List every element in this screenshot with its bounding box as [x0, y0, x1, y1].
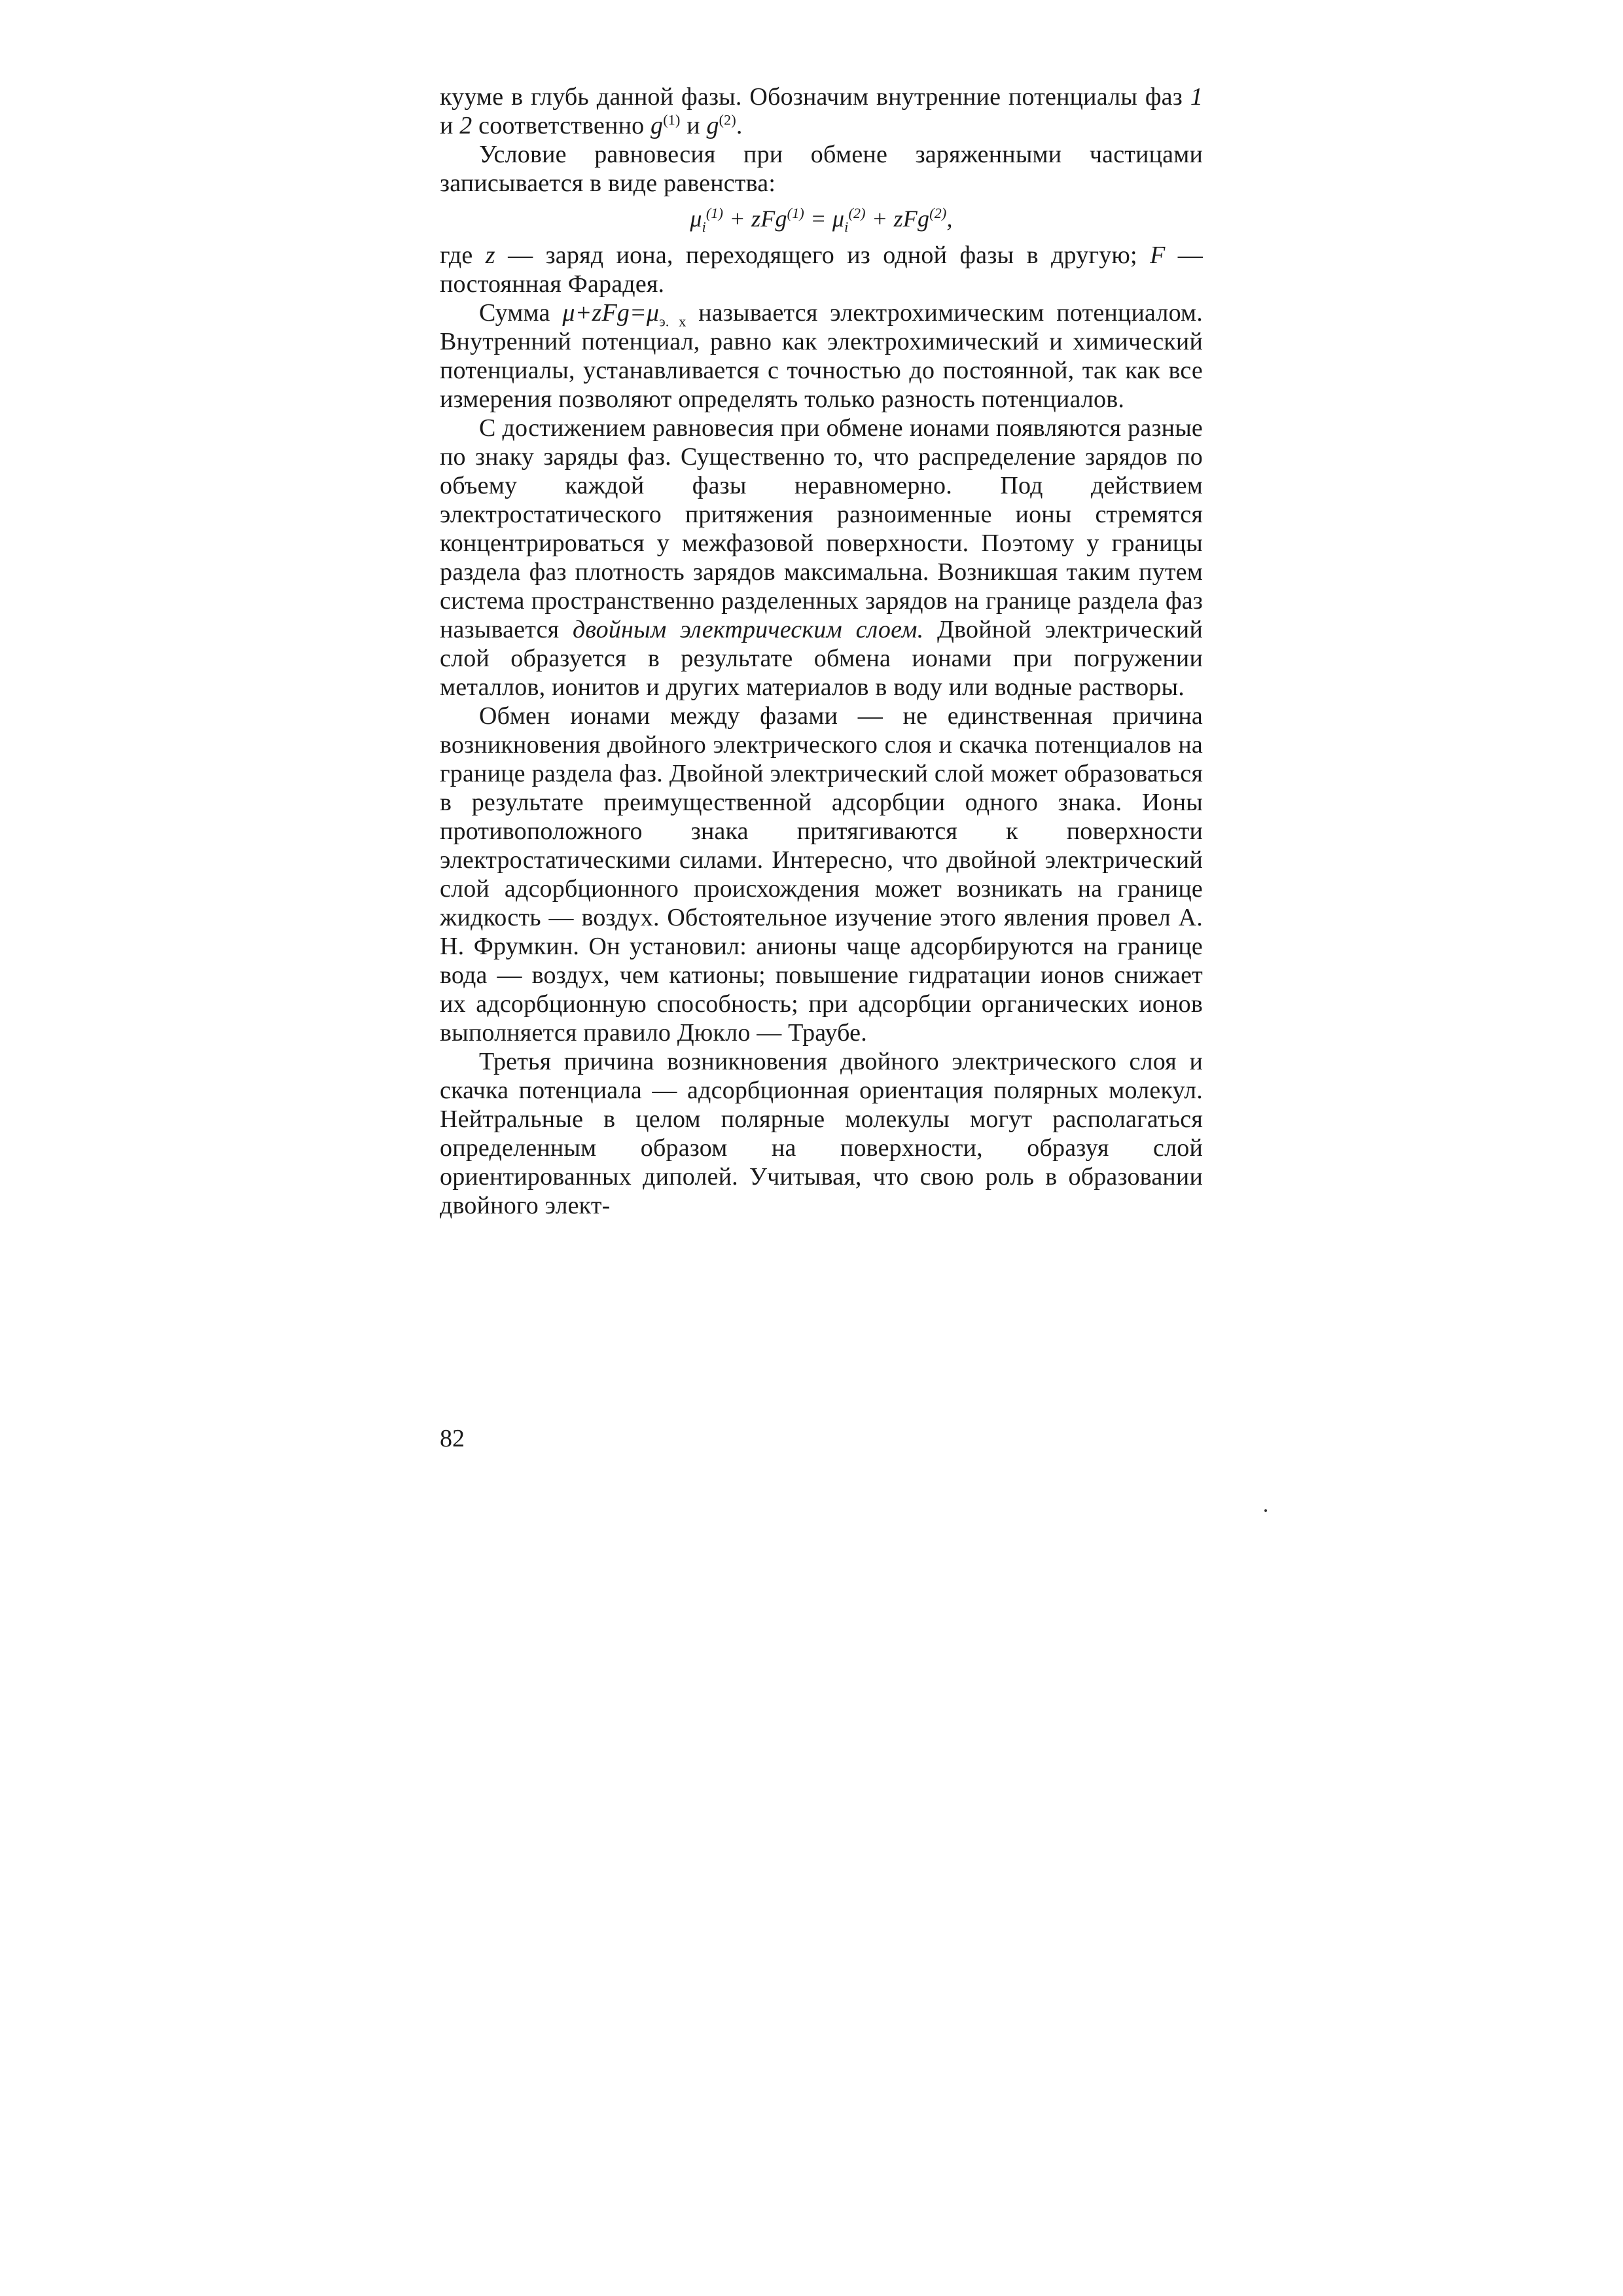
- paragraph-6: Обмен ионами между фазами — не единственная причина возникновения двойного электрического слоя и скачка потенциалов на границе раздела фаз. Двойной электрический слой может образоваться в результате преимущественной адсорбции одного знака. Ионы противоположного знака притягиваются к поверхности электростатическими силами. Интересно, что двойной электрический слой адсорбционного происхождения может возникать на границе жидкость — воздух. Обстоятельное изучение этого явления провел А. Н. Фрумкин. Он установил: анионы чаще адсорбируются на границе вода — воздух, чем катионы; повышение гидратации ионов снижает их адсорбционную способность; при адсорбции органических ионов выполняется правило Дюкло — Траубе.: [440, 702, 1203, 1047]
- text-run: кууме в глубь данной фазы. Обозначим внутренние потенциалы фаз: [440, 83, 1183, 111]
- text-column: [440, 82, 1203, 1220]
- term: + zF: [729, 206, 776, 232]
- subscript: i: [844, 219, 849, 236]
- symbol-F: F: [1150, 242, 1166, 269]
- term: + zF: [871, 206, 918, 232]
- page-number: 82: [440, 1425, 465, 1452]
- text-run: соответственно: [478, 112, 645, 139]
- text-run: и: [687, 112, 700, 139]
- text-run: называется электрохимическим потенциалом. Внутренний потенциал, равно как электрохимический и химический потенциалы, устанавливается с точностью до постоянной, так как все измерения позволяют определять только разность потенциалов.: [440, 299, 1203, 413]
- superscript: (1): [663, 111, 681, 128]
- superscript: (2): [848, 205, 866, 221]
- inline-formula: μ+zFg=μ: [562, 299, 660, 327]
- symbol-g: g: [918, 206, 930, 232]
- text-run: — постоянная Фарадея.: [440, 242, 1203, 298]
- equals-sign: =: [810, 206, 827, 232]
- symbol-g: g: [706, 112, 719, 139]
- superscript: (2): [929, 205, 947, 221]
- text-run: где: [440, 242, 473, 269]
- symbol-mu: μ: [832, 206, 845, 232]
- superscript: (1): [705, 205, 724, 221]
- paragraph-3: [440, 241, 1203, 298]
- paragraph-4: [440, 298, 1203, 414]
- symbol-g: g: [775, 206, 787, 232]
- text-run: Сумма: [479, 299, 550, 327]
- scan-speck: [1264, 1509, 1267, 1512]
- subscript: i: [702, 219, 706, 236]
- text-run: — заряд иона, переходящего из одной фазы в другую;: [508, 242, 1137, 269]
- phase-number: 1: [1190, 83, 1204, 111]
- superscript: (2): [719, 111, 736, 128]
- paragraph-5: [440, 414, 1203, 702]
- phase-number: 2: [459, 112, 473, 139]
- text-run: Двойной электрический слой образуется в результате обмена ионами при погружении металлов, ионитов и других материалов в воду или водные растворы.: [440, 616, 1204, 701]
- subscript: э. х: [659, 313, 687, 330]
- paragraph-7: Третья причина возникновения двойного электрического слоя и скачка потенциала — адсорбционная ориентация полярных молекул. Нейтральные в целом полярные молекулы могут располагаться определенным образом на поверхности, образуя слой ориентированных диполей. Учитывая, что свою роль в образовании двойного элект-: [440, 1048, 1203, 1219]
- text-run: С достижением равновесия при обмене ионами появляются разные по знаку заряды фаз. Существенно то, что распределение зарядов по объему каждой фазы неравномерно. Под действием электростатического притяжения разноименные ионы стремятся концентрироваться у межфазовой поверхности. Поэтому у границы раздела фаз плотность зарядов максимальна. Возникшая таким путем система пространственно разделенных зарядов на границе раздела фаз называется: [440, 414, 1203, 643]
- paragraph-1: кууме в глубь данной фазы. Обозначим внутренние потенциалы фаз 1 и 2 соответственно $g^{(1)}$ и $g^{(2)}$.: [440, 83, 1204, 139]
- paragraph-2: Условие равновесия при обмене заряженными частицами записывается в виде равенства:: [440, 141, 1203, 197]
- symbol-mu: μ: [690, 206, 702, 232]
- symbol-z: z: [485, 242, 495, 269]
- equilibrium-formula: [440, 204, 1203, 236]
- text-run: и: [440, 112, 454, 139]
- symbol-g: g: [651, 112, 664, 139]
- superscript: (1): [787, 205, 804, 221]
- defined-term: двойным электрическим слоем.: [572, 616, 924, 643]
- punctuation: ,: [946, 206, 953, 232]
